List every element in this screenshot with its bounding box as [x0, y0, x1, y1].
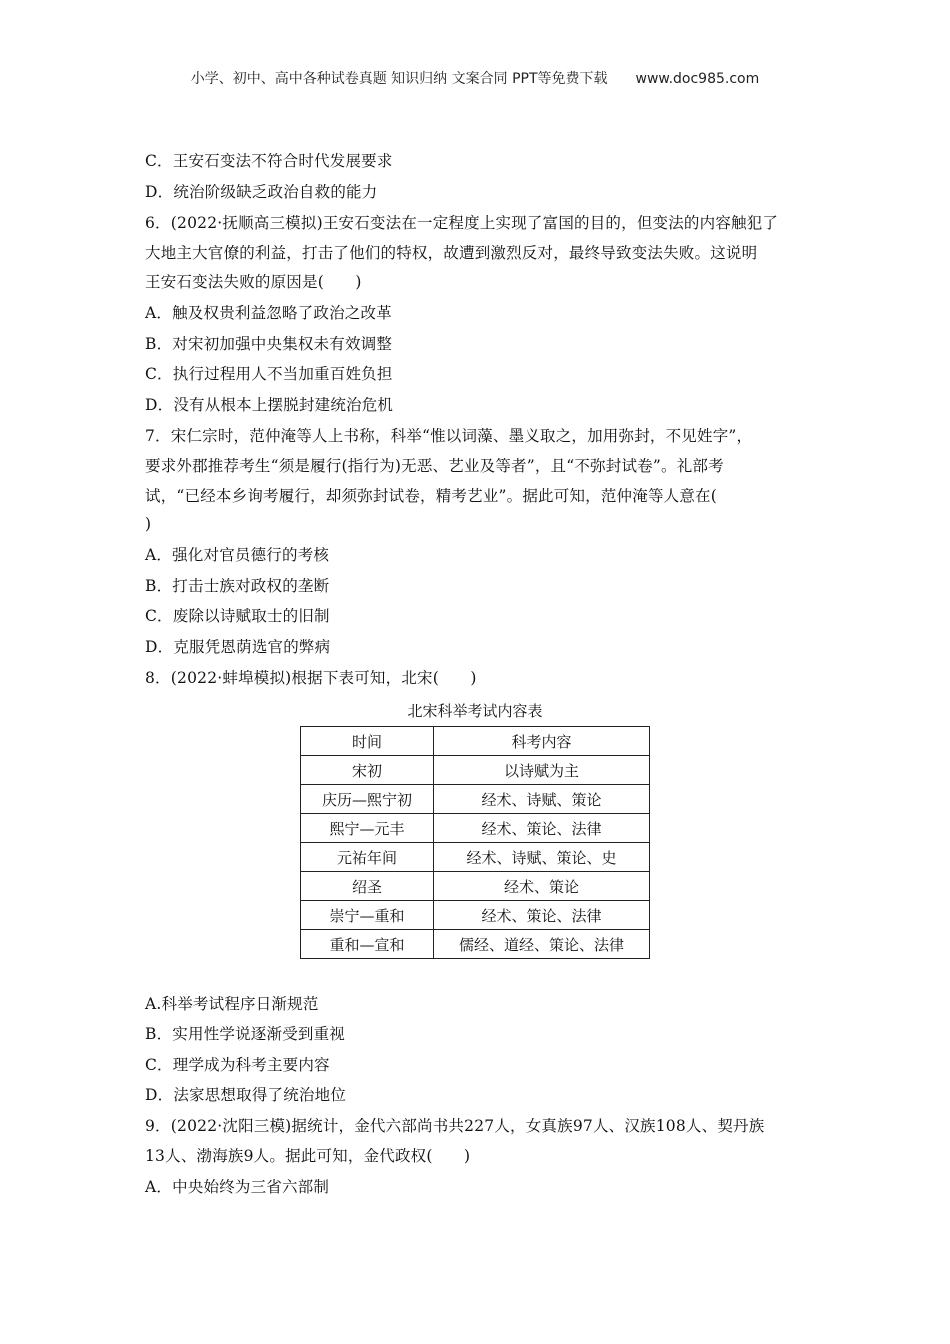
q6-option-d: D．没有从根本上摆脱封建统治危机: [145, 396, 394, 414]
header-url[interactable]: www.doc985.com: [635, 71, 760, 87]
table-row: [301, 785, 650, 814]
q8-option-a: A.科举考试程序日渐规范: [145, 995, 319, 1013]
q6-stem-line-3: 王安石变法失败的原因是( ): [145, 273, 362, 291]
q5-option-c: C．王安石变法不符合时代发展要求: [145, 152, 393, 170]
table-row: [301, 930, 650, 959]
table-cell: 以诗赋为主: [434, 756, 650, 785]
q6-stem-line-2: 大地主大官僚的利益，打击了他们的特权，故遭到激烈反对，最终导致变法失败。这说明: [145, 244, 758, 262]
header-text: 小学、初中、高中各种试卷真题 知识归纳 文案合同 PPT等免费下载: [190, 71, 608, 87]
table-row: [301, 756, 650, 785]
q6-option-a: A．触及权贵利益忽略了政治之改革: [145, 304, 392, 322]
table-caption: 北宋科举考试内容表: [407, 702, 543, 720]
table-cell: 宋初: [301, 756, 434, 785]
q9-stem-line-2: 13人、渤海族9人。据此可知，金代政权( ): [145, 1147, 471, 1165]
q7-stem-line-1: 7．宋仁宗时，范仲淹等人上书称，科举“惟以词藻、墨义取之，加用弥封，不见姓字”，: [145, 427, 753, 445]
page-header: [0, 68, 950, 88]
table-cell: 儒经、道经、策论、法律: [434, 930, 650, 959]
table-header-row: [301, 727, 650, 756]
table-cell: 崇宁—重和: [301, 901, 434, 930]
table-row: [301, 901, 650, 930]
table-cell: 熙宁—元丰: [301, 814, 434, 843]
q7-option-b: B．打击士族对政权的垄断: [145, 577, 330, 595]
table-cell: 绍圣: [301, 872, 434, 901]
q8-stem: 8．(2022·蚌埠模拟)根据下表可知，北宋( ): [145, 669, 477, 687]
table-cell: 经术、策论、法律: [434, 901, 650, 930]
q7-option-c: C．废除以诗赋取士的旧制: [145, 607, 330, 625]
q6-stem-line-1: 6．(2022·抚顺高三模拟)王安石变法在一定程度上实现了富国的目的，但变法的内容触犯了: [145, 214, 779, 232]
table-cell: 经术、策论: [434, 872, 650, 901]
q7-option-a: A．强化对官员德行的考核: [145, 546, 330, 564]
q8-option-d: D．法家思想取得了统治地位: [145, 1086, 347, 1104]
q7-option-d: D．克服凭恩荫选官的弊病: [145, 638, 331, 656]
table-cell: 经术、诗赋、策论: [434, 785, 650, 814]
q6-option-b: B．对宋初加强中央集权未有效调整: [145, 335, 393, 353]
table-cell: 经术、诗赋、策论、史: [434, 843, 650, 872]
table-cell: 庆历—熙宁初: [301, 785, 434, 814]
table-cell: 经术、策论、法律: [434, 814, 650, 843]
q5-option-d: D．统治阶级缺乏政治自救的能力: [145, 183, 378, 201]
table-cell: 重和—宣和: [301, 930, 434, 959]
q6-option-c: C．执行过程用人不当加重百姓负担: [145, 365, 393, 383]
q9-stem-line-1: 9．(2022·沈阳三模)据统计，金代六部尚书共227人，女真族97人、汉族108人、契丹族: [145, 1117, 765, 1135]
table-header-cell: 时间: [301, 727, 434, 756]
q9-option-a: A．中央始终为三省六部制: [145, 1178, 330, 1196]
table-row: [301, 814, 650, 843]
q7-stem-line-4: ): [145, 515, 152, 533]
table-cell: 元祐年间: [301, 843, 434, 872]
q8-option-b: B．实用性学说逐渐受到重视: [145, 1025, 345, 1043]
exam-content-table: [300, 726, 650, 959]
q7-stem-line-2: 要求外郡推荐考生“须是履行(指行为)无恶、艺业及等者”，且“不弥封试卷”。礼部考: [145, 457, 724, 475]
table-row: [301, 843, 650, 872]
table-header-cell: 科考内容: [434, 727, 650, 756]
table-row: [301, 872, 650, 901]
q7-stem-line-3: 试，“已经本乡询考履行，却须弥封试卷，精考艺业”。据此可知，范仲淹等人意在(: [145, 487, 717, 505]
q8-option-c: C．理学成为科考主要内容: [145, 1056, 330, 1074]
